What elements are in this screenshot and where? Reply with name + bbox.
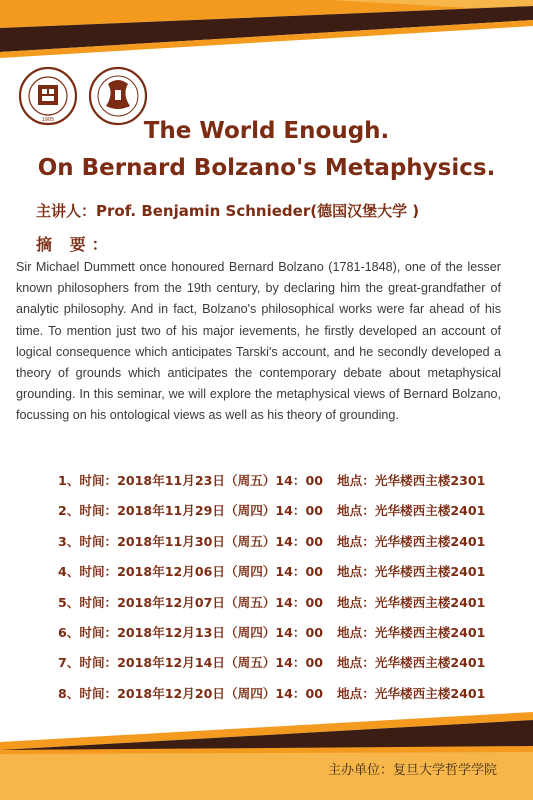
session-location: 地点：光华楼西主楼2401 xyxy=(337,624,486,640)
session-time: 2、时间：2018年11月29日（周四）14：00 xyxy=(58,503,324,519)
session-item xyxy=(58,531,518,561)
speaker: 主讲人：Prof. Benjamin Schnieder(德国汉堡大学 ) xyxy=(36,202,420,220)
title-line-2: On Bernard Bolzano's Metaphysics. xyxy=(37,155,496,181)
session-location: 地点：光华楼西主楼2401 xyxy=(337,594,486,610)
school-of-philosophy-logo xyxy=(90,68,146,124)
session-time: 8、时间：2018年12月20日（周四）14：00 xyxy=(58,685,324,701)
session-item xyxy=(58,652,518,682)
session-item xyxy=(58,592,518,622)
title-line-1: The World Enough. xyxy=(143,118,390,144)
session-location: 地点：光华楼西主楼2401 xyxy=(337,655,486,671)
fudan-university-logo xyxy=(20,68,76,124)
session-item xyxy=(58,500,518,530)
svg-text:1905: 1905 xyxy=(41,117,55,123)
session-time: 5、时间：2018年12月07日（周五）14：00 xyxy=(58,594,324,610)
organizer: 主办单位：复旦大学哲学学院 xyxy=(327,763,497,778)
session-item xyxy=(58,561,518,591)
session-list xyxy=(58,470,518,713)
session-location: 地点：光华楼西主楼2401 xyxy=(337,503,486,519)
session-time: 1、时间：2018年11月23日（周五）14：00 xyxy=(58,473,324,488)
footer-banner xyxy=(0,710,533,800)
abstract-label: 摘 要： xyxy=(36,235,114,254)
session-time: 7、时间：2018年12月14日（周五）14：00 xyxy=(58,655,324,671)
session-item xyxy=(58,470,518,500)
session-item xyxy=(58,622,518,652)
session-location: 地点：光华楼西主楼2401 xyxy=(337,685,486,701)
session-location: 地点：光华楼西主楼2301 xyxy=(337,473,486,488)
session-time: 6、时间：2018年12月13日（周四）14：00 xyxy=(58,624,324,640)
abstract-text: Sir Michael Dummett once honoured Bernard Bolzano (1781-1848), one of the lesser known philosophers from the 19th century, by declaring him the great-grandfather of analytic philosophy. And in fact, Bolzano's philosophical works were far ahead of his time. To mention just two of his major ievements, he firstly developed an account of logical consequence which anticipates Tarski's account, and he secondly developed a theory of grounds which anticipates the contemporary debate about metaphysical grounding. In this seminar, we will explore the metaphysical views of Bernard Bolzano, focussing on his ontological views as well as his theory of grounding. xyxy=(16,260,501,423)
session-time: 4、时间：2018年12月06日（周四）14：00 xyxy=(58,564,324,580)
session-time: 3、时间：2018年11月30日（周五）14：00 xyxy=(58,533,324,549)
session-item xyxy=(58,683,518,713)
header-banner xyxy=(0,0,533,70)
session-location: 地点：光华楼西主楼2401 xyxy=(337,564,486,580)
logos xyxy=(18,66,158,126)
session-location: 地点：光华楼西主楼2401 xyxy=(337,533,486,549)
